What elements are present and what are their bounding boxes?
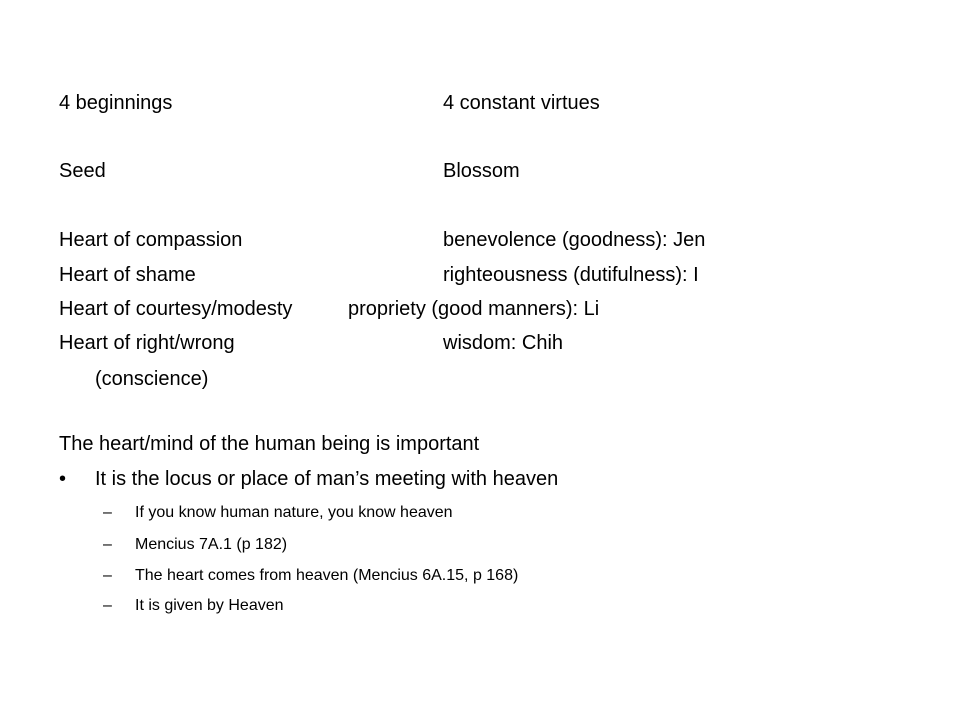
subheader-left: Seed (59, 160, 106, 182)
subpoint-text: It is given by Heaven (135, 597, 284, 614)
pair-right-benevolence: benevolence (goodness): Jen (443, 229, 706, 251)
subheader-right: Blossom (443, 160, 520, 182)
header-right: 4 constant virtues (443, 92, 600, 114)
pair-left-courtesy: Heart of courtesy/modesty (59, 298, 293, 320)
subpoint-marker: – (103, 567, 112, 584)
pair-left-shame: Heart of shame (59, 264, 196, 286)
subpoint-marker: – (103, 536, 112, 553)
conscience-note: (conscience) (95, 368, 209, 390)
subpoint-marker: – (103, 597, 112, 614)
subpoint-text: The heart comes from heaven (Mencius 6A.15, p 168) (135, 567, 519, 584)
header-left: 4 beginnings (59, 92, 173, 114)
pair-right-propriety: propriety (good manners): Li (348, 298, 600, 320)
bullet-marker: • (59, 468, 67, 490)
subpoint-text: If you know human nature, you know heaven (135, 504, 453, 521)
subpoint-text: Mencius 7A.1 (p 182) (135, 536, 288, 553)
pair-left-compassion: Heart of compassion (59, 229, 243, 251)
pair-right-wisdom: wisdom: Chih (443, 332, 564, 354)
heart-mind-statement: The heart/mind of the human being is important (59, 433, 480, 455)
bullet-text: It is the locus or place of man’s meeting with heaven (95, 468, 559, 490)
pair-right-righteousness: righteousness (dutifulness): I (443, 264, 699, 286)
subpoint-marker: – (103, 504, 112, 521)
pair-left-right-wrong: Heart of right/wrong (59, 332, 235, 354)
